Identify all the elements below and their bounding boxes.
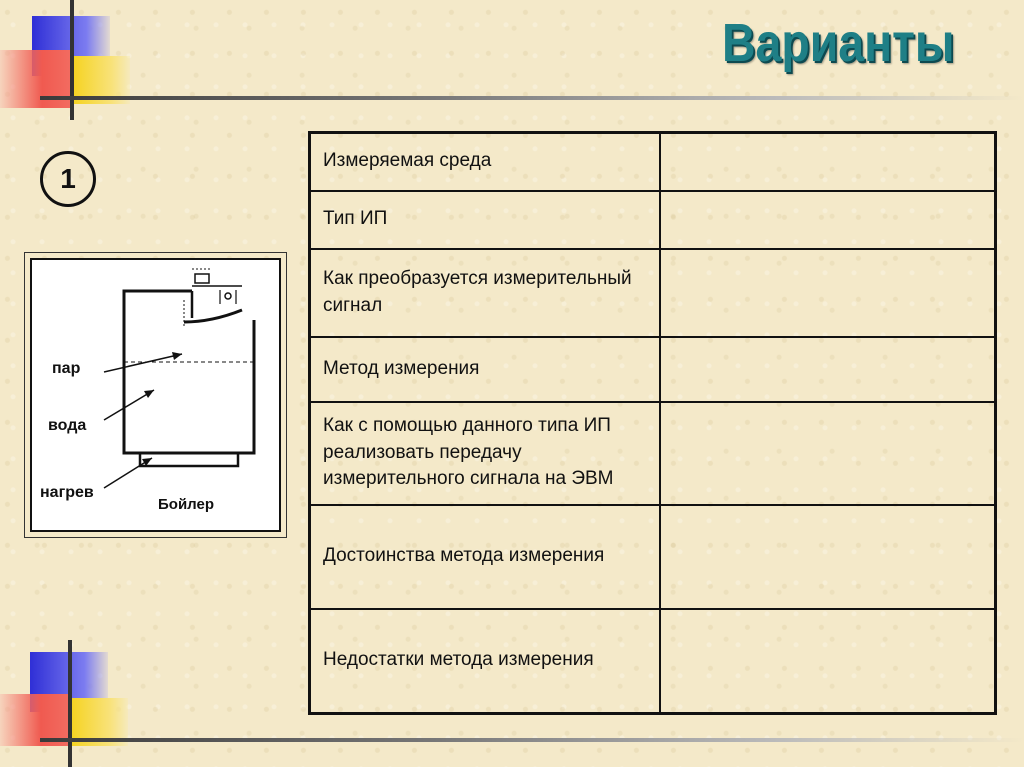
table-row [310, 249, 996, 337]
row-label: Как преобразуется измерительный сигнал [310, 249, 661, 337]
slide-title: Варианты [722, 13, 955, 73]
row-value[interactable] [660, 402, 996, 505]
decor-top-left [0, 0, 130, 130]
boiler-diagram [24, 252, 287, 538]
diagram-caption: Бойлер [158, 496, 215, 513]
label-steam: пар [52, 360, 81, 377]
row-label: Тип ИП [310, 191, 661, 249]
label-heating: нагрев [40, 484, 94, 501]
variant-number: 1 [60, 163, 76, 194]
row-value[interactable] [660, 337, 996, 402]
label-water: вода [48, 417, 87, 434]
row-label: Как с помощью данного типа ИП реализовать передачу измерительного сигнала на ЭВМ [310, 402, 661, 505]
decor-bottom-left [0, 640, 130, 767]
table-row [310, 505, 996, 609]
row-label: Недостатки метода измерения [310, 609, 661, 714]
variant-number-badge [40, 151, 96, 207]
row-label: Измеряемая среда [310, 133, 661, 191]
row-label: Метод измерения [310, 337, 661, 402]
variants-table [308, 131, 997, 715]
row-value[interactable] [660, 249, 996, 337]
row-value[interactable] [660, 133, 996, 191]
table-row [310, 402, 996, 505]
table-row [310, 609, 996, 714]
table-row [310, 191, 996, 249]
diagram-frame [30, 258, 281, 532]
bottom-rule [40, 738, 1024, 742]
table-row [310, 337, 996, 402]
table-row [310, 133, 996, 191]
row-value[interactable] [660, 505, 996, 609]
row-value[interactable] [660, 191, 996, 249]
row-value[interactable] [660, 609, 996, 714]
top-rule [40, 96, 1024, 100]
row-label: Достоинства метода измерения [310, 505, 661, 609]
